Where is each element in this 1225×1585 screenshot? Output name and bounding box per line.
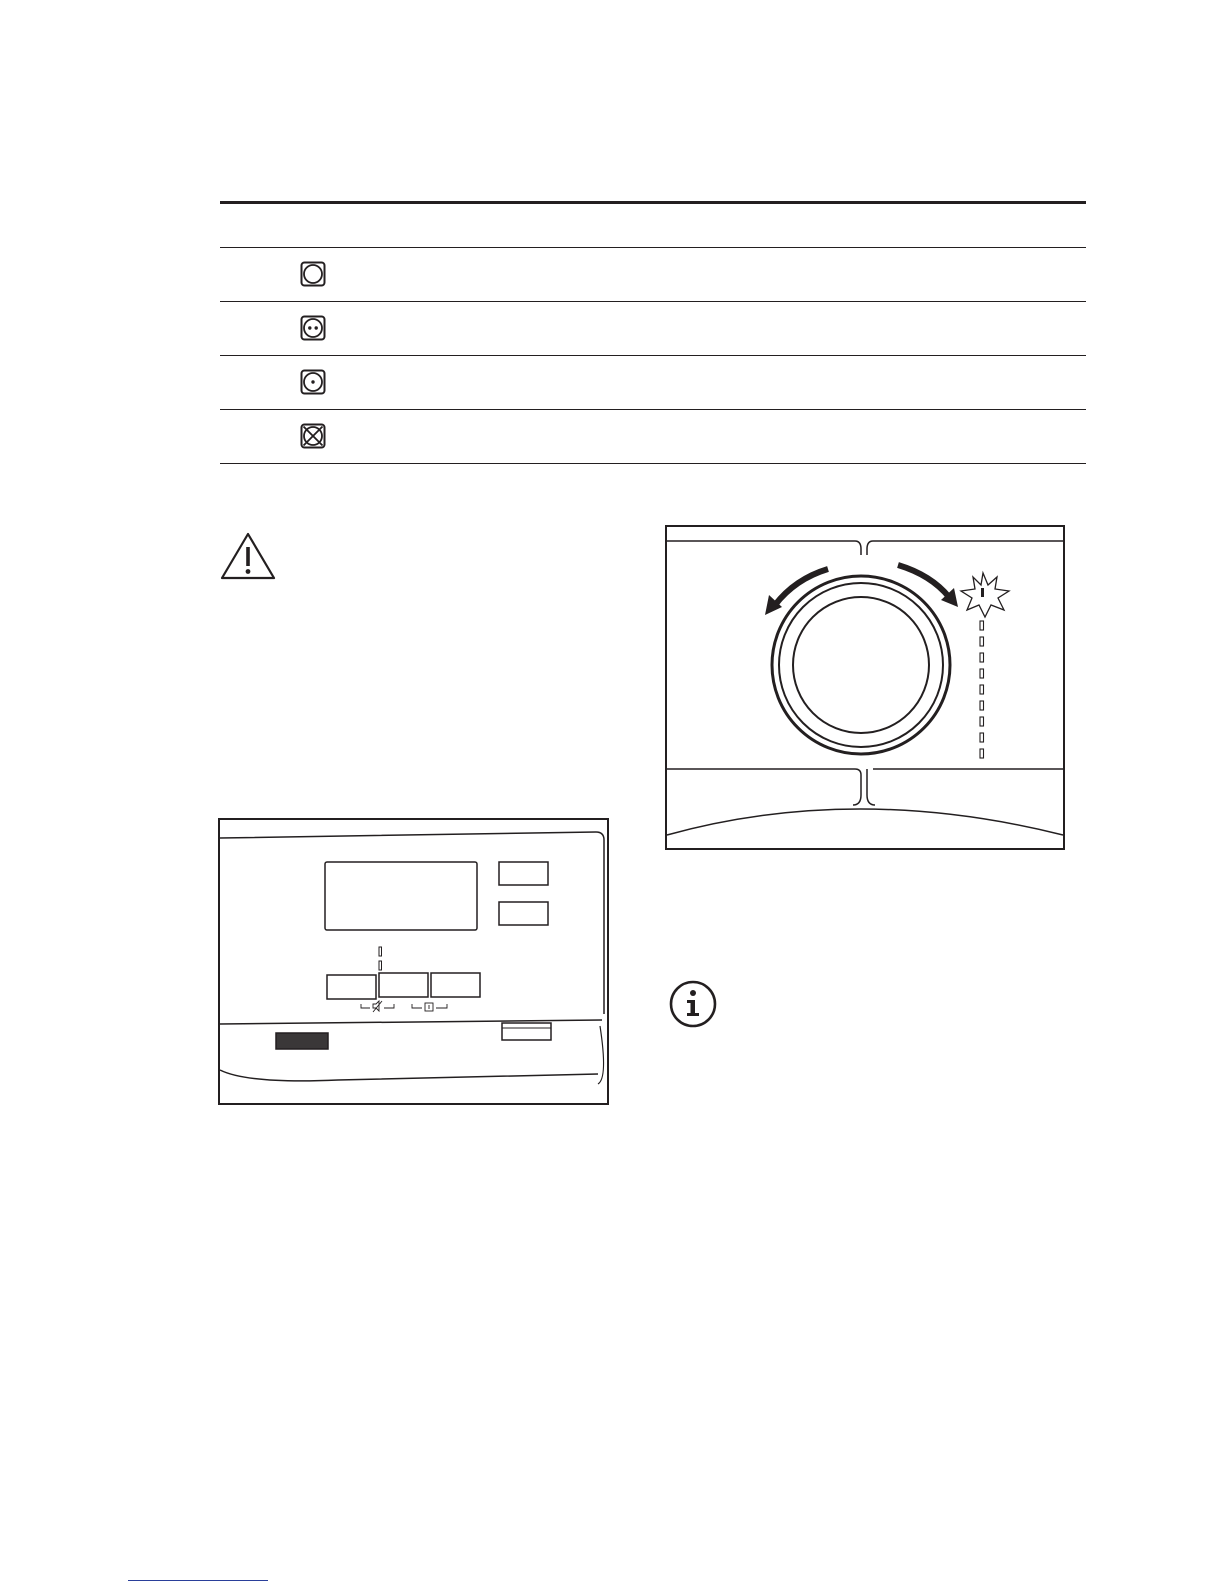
table-row (220, 248, 1086, 302)
table-row (220, 410, 1086, 464)
drying-symbols-table (220, 201, 1086, 464)
table-row (220, 356, 1086, 410)
tumble-dry-high-heat-icon (300, 315, 326, 341)
panel-button (502, 1023, 551, 1040)
program-knob-icon (772, 576, 950, 754)
warning-triangle-icon (219, 531, 277, 581)
display-screen (325, 862, 477, 930)
control-panel-figure (218, 818, 610, 1106)
table-header-row (220, 201, 1086, 248)
program-dial-figure (665, 525, 1065, 850)
do-not-tumble-dry-icon (300, 423, 326, 449)
panel-button (499, 862, 548, 885)
dark-button (276, 1033, 328, 1049)
footer-rule (128, 1580, 268, 1581)
panel-button (431, 973, 480, 997)
panel-button (379, 973, 428, 997)
panel-button (327, 975, 376, 999)
panel-button (499, 902, 548, 925)
tumble-dry-low-heat-icon (300, 369, 326, 395)
table-row (220, 302, 1086, 356)
info-icon (668, 979, 718, 1029)
tumble-dry-icon (300, 261, 326, 287)
